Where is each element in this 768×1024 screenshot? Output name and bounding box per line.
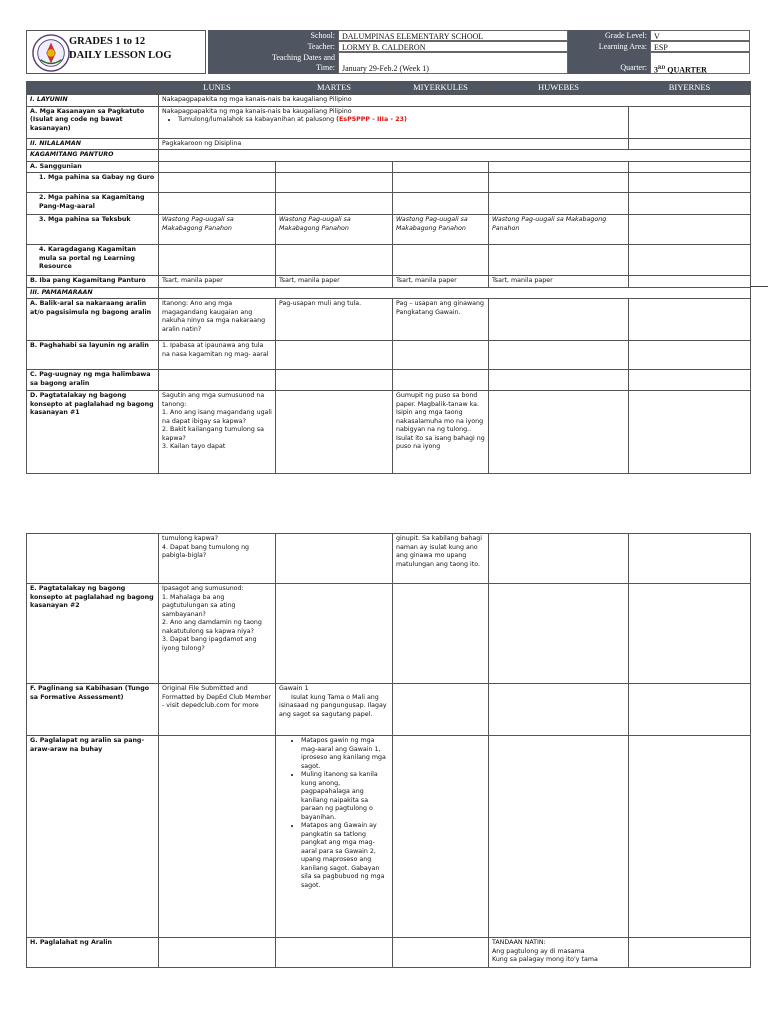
teacher-value: LORMY B. CALDERON: [338, 41, 568, 52]
cell: [629, 161, 751, 173]
cell: [393, 193, 489, 215]
quarter-number: 3: [654, 65, 658, 75]
pagtalakay1-line: Sagutin ang mga sumusunod na tanong:: [162, 392, 265, 408]
cell: [276, 245, 393, 276]
paglalapat-martes: [276, 736, 393, 938]
cell: [393, 684, 489, 736]
layunin-label: I. LAYUNIN: [27, 95, 159, 107]
pagtalakay2-line: 1. Mahalaga ba ang pagtutulungan sa ating sambayanan?: [162, 593, 236, 618]
gawain-title: Gawain 1: [279, 685, 309, 692]
tandaan-title: TANDAAN NATIN:: [492, 939, 546, 946]
school-value: DALUMPINAS ELEMENTARY SCHOOL: [338, 30, 568, 41]
cell: [276, 161, 393, 173]
cell: [276, 584, 393, 684]
iba-martes: Tsart, manila paper: [276, 276, 393, 288]
cell: [159, 161, 276, 173]
learning-area-label: Learning Area:: [568, 41, 650, 52]
cell: [159, 938, 276, 968]
pagtalakay2-line: Ipasagot ang sumusunod:: [162, 585, 244, 592]
balik-aral-lunes: Itanong: Ano ang mga magagandang kaugaian ang nakuha ninyo sa mga nakaraang aralin natin?: [159, 299, 276, 341]
cell: [629, 684, 751, 736]
kasanayan-text: Nakapagpapakita ng mga kanais-nais ba kaugaliang Pilipino: [162, 107, 352, 115]
paglinang-label: F. Paglinang sa Kabihasan (Tungo sa Formative Assessment): [27, 684, 159, 736]
quarter-word: QUARTER: [665, 65, 707, 75]
cell: [159, 370, 276, 391]
cell: [489, 684, 629, 736]
lesson-log-header: [26, 30, 750, 74]
grade-level-value: V: [650, 30, 750, 41]
paglinang-martes: [276, 684, 393, 736]
kasanayan-biyernes: [629, 106, 751, 138]
cell: [27, 534, 159, 584]
paglalapat-item: • Muling itanong sa kanila kung anong, pagpapahalaga ang kanilang naipakita sa paraan ng pagtulong o bayanihan.: [301, 771, 389, 822]
pagtalakay2-line: 3. Dapat bang ipagdamot ang iyong tulong?: [162, 636, 257, 652]
day-header-huwebes: HUWEBES: [489, 82, 629, 95]
pamamaraan-empty: [159, 287, 751, 299]
pagtalakay1-line: 3. Kailan tayo dapat: [162, 443, 226, 450]
learning-area-value: ESP: [650, 41, 750, 52]
cell: [276, 341, 393, 370]
kasanayan-label: A. Mga Kasanayan sa Pagkatuto (Isulat ang code ng bawat kasanayan): [27, 106, 159, 138]
title-box: [26, 30, 206, 74]
cell: [159, 245, 276, 276]
cell: [489, 370, 629, 391]
pagtalakay1-label: D. Pagtatalakay ng bagong konsepto at paglalahad ng bagong kasanayan #1: [27, 391, 159, 474]
paghahabi-label: B. Paghahabi sa layunin ng aralin: [27, 341, 159, 370]
cell: [489, 245, 629, 276]
cell: [629, 391, 751, 474]
paglalahat-huwebes: [489, 938, 629, 968]
continued-line: 4. Dapat bang tumulong ng pabigla-bigla?: [162, 543, 250, 559]
lesson-log-table-part1: [26, 81, 751, 474]
cell: [489, 391, 629, 474]
pagtalakay2-label: E. Pagtatalakay ng bagong konsepto at paglalahad ng bagong kasanayan #2: [27, 584, 159, 684]
paglalapat-label: G. Paglalapat ng aralin sa pang-araw-araw na buhay: [27, 736, 159, 938]
iba-huwebes: Tsart, manila paper: [489, 276, 629, 288]
iba-lunes: Tsart, manila paper: [159, 276, 276, 288]
cell: [159, 736, 276, 938]
sanggunian-label: A. Sanggunian: [27, 161, 159, 173]
kasanayan-cell: [159, 106, 629, 138]
cell: [629, 173, 751, 193]
nilalaman-biyernes: [629, 138, 751, 150]
form-title: [69, 35, 172, 63]
teaching-dates-value: January 29-Feb.2 (Week 1): [338, 52, 568, 74]
cell: [393, 370, 489, 391]
cell: [393, 173, 489, 193]
pagtalakay1-line: 1. Ano ang isang magandang ugali na dapat ibigay sa kapwa?: [162, 409, 272, 425]
cell: [393, 584, 489, 684]
teksbuk-lunes: Wastong Pag-uugali sa Makabagong Panahon: [159, 215, 276, 245]
cell: [489, 341, 629, 370]
paglalapat-item: • Matapos gawin ng mga mag-aaral ang Gawain 1, iproseso ang kanilang mga sagot.: [301, 737, 389, 771]
kagamitan-label: KAGAMITANG PANTURO: [27, 150, 159, 162]
pagtalakay1-line: 2. Bakit kailangang tumulong sa kapwa?: [162, 426, 264, 442]
cell: [629, 299, 751, 341]
cell: [489, 193, 629, 215]
pagtalakay2-line: 2. Ano ang damdamin ng taong nakatutulong sa kapwa niya?: [162, 619, 262, 635]
cell: [276, 391, 393, 474]
cell: [489, 534, 629, 584]
teacher-label: Teacher:: [208, 41, 338, 52]
nilalaman-text: Pagkakaroon ng Disiplina: [159, 138, 629, 150]
form-title-line1: GRADES 1 to 12: [69, 36, 146, 47]
cell: [393, 938, 489, 968]
quarter-value: [650, 52, 750, 74]
cell: [489, 173, 629, 193]
day-header-martes: MARTES: [276, 82, 393, 95]
continued-miyerkules: ginupit. Sa kabilang bahagi naman ay isulat kung ano ang ginawa mo upang matulungan ang taong ito.: [393, 534, 489, 584]
balik-aral-miyerkules: Pag – usapan ang ginawang Pangkatang Gawain.: [393, 299, 489, 341]
cell: [276, 173, 393, 193]
cell: [159, 173, 276, 193]
pagtalakay1-lunes: [159, 391, 276, 474]
pagtalakay2-lunes: [159, 584, 276, 684]
cell: [393, 161, 489, 173]
day-header-miyerkules: MIYERKULES: [393, 82, 489, 95]
balik-aral-label: A. Balik-aral sa nakaraang aralin at/o pagsisimula ng bagong aralin: [27, 299, 159, 341]
paghahabi-lunes: 1. Ipabasa at ipaunawa ang tula na nasa kagamitan ng mag- aaral: [159, 341, 276, 370]
kagamitan-empty: [159, 150, 751, 162]
cell: [393, 341, 489, 370]
pagtalakay1-miyerkules: Gumupit ng puso sa bond paper. Magbalik-tanaw ka. Isipin ang mga taong nakasalamuha mo na iyong nabigyan na ng tulong.. Isulat ito sa isang bahagi ng puso na iyong: [393, 391, 489, 474]
cell: [276, 534, 393, 584]
kasanayan-bullet: [178, 116, 625, 125]
kasanayan-list: [162, 116, 625, 125]
teaching-dates-label-line1: Teaching Dates and: [272, 53, 335, 62]
cell: [629, 245, 751, 276]
quarter-label: Quarter:: [568, 52, 650, 74]
karagdagang-label: 4. Karagdagang Kagamitan mula sa portal ng Learning Resource: [27, 245, 159, 276]
gabay-label: 1. Mga pahina sa Gabay ng Guro: [27, 173, 159, 193]
cell: [629, 534, 751, 584]
pag-uugnay-label: C. Pag-uugnay ng mga halimbawa sa bagong aralin: [27, 370, 159, 391]
day-header-lunes: LUNES: [159, 82, 276, 95]
nilalaman-label: II. NILALAMAN: [27, 138, 159, 150]
balik-aral-martes: Pag-usapan muli ang tula.: [276, 299, 393, 341]
cell: [489, 584, 629, 684]
iba-pang-kagamitan-label: B. Iba pang Kagamitang Panturo: [27, 276, 159, 288]
cell: [629, 370, 751, 391]
cell: [629, 736, 751, 938]
cell: [276, 370, 393, 391]
paglalahat-label: H. Paglalahat ng Aralin: [27, 938, 159, 968]
paglinang-lunes: Original File Submitted and Formatted by DepEd Club Member - visit depedclub.com for more: [159, 684, 276, 736]
cell: [629, 193, 751, 215]
cell: [629, 938, 751, 968]
kasanayan-code: (EsP5PPP - IIIa - 23): [336, 116, 407, 123]
teaching-dates-label: [208, 52, 338, 74]
school-label: School:: [208, 30, 338, 41]
paglalapat-item: • Matapos ang Gawain ay pangkatin sa tatlong pangkat ang mga mag-aaral para sa Gawain 2, upang maproseso ang kanilang sagot. Gabayan sila sa pagbubuod ng mga sagot.: [301, 822, 389, 890]
kasanayan-bullet-text: Tumulong/lumalahok sa kabayanihan at palusong: [178, 116, 337, 123]
stray-line: [750, 286, 768, 287]
teksbuk-martes: Wastong Pag-uugali sa Makabagong Panahon: [276, 215, 393, 245]
grade-level-label: Grade Level:: [568, 30, 650, 41]
tandaan-line: Ang pagtulong ay di masama: [492, 947, 585, 955]
cell: [393, 245, 489, 276]
iba-biyernes: [629, 276, 751, 288]
teksbuk-huwebes: Wastong Pag-uugali sa Makabagong Panahon: [489, 215, 629, 245]
cell: [276, 193, 393, 215]
cell: [159, 193, 276, 215]
cell: [629, 341, 751, 370]
pang-mag-aaral-label: 2. Mga pahina sa Kagamitang Pang-Mag-aaral: [27, 193, 159, 215]
tandaan-line: Kung sa palagay mong ito'y tama: [492, 956, 598, 963]
day-header-biyernes: BIYERNES: [629, 82, 751, 95]
deped-seal-icon: [32, 34, 70, 72]
cell: [629, 584, 751, 684]
cell: [489, 161, 629, 173]
cell: [393, 736, 489, 938]
lesson-log-table-part2: [26, 533, 751, 968]
teksbuk-miyerkules: Wastong Pag-uugali sa Makabagong Panahon: [393, 215, 489, 245]
cell: [489, 299, 629, 341]
paglalapat-list: [279, 737, 389, 890]
teksbuk-biyernes: [629, 215, 751, 245]
teksbuk-label: 3. Mga pahina sa Teksbuk: [27, 215, 159, 245]
cell: [276, 938, 393, 968]
gawain-instruction: Isulat kung Tama o Mali ang isinasaad ng pangungusap. Ilagay ang sagot sa sagutang papel.: [279, 693, 387, 718]
quarter-suffix: RD: [658, 66, 666, 71]
form-title-line2: DAILY LESSON LOG: [69, 50, 172, 61]
corner-header-cell: [27, 82, 159, 95]
iba-miyerkules: Tsart, manila paper: [393, 276, 489, 288]
continued-lunes: [159, 534, 276, 584]
continued-line: tumulong kapwa?: [162, 535, 218, 542]
pamamaraan-label: III. PAMAMARAAN: [27, 287, 159, 299]
layunin-text: Nakapagpapakita ng mga kanais-nais ba kaugaliang Pilipino: [159, 95, 751, 107]
teaching-dates-label-line2: Time:: [316, 63, 335, 72]
cell: [489, 736, 629, 938]
